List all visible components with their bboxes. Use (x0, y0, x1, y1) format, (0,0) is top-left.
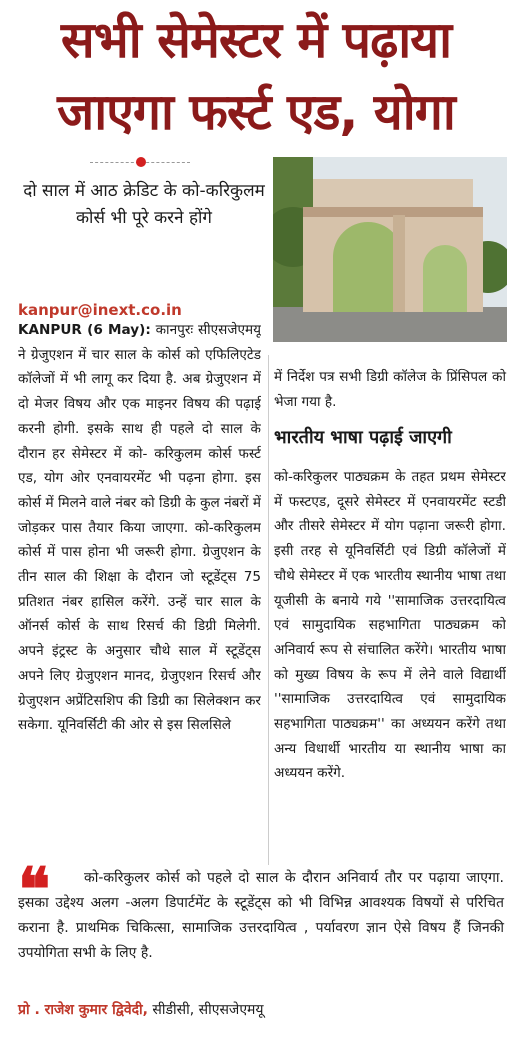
quote-attribution (18, 1000, 264, 1019)
headline-line-2: जाएगा फर्स्ट एड, योगा (57, 83, 455, 141)
column-rule (268, 355, 269, 865)
column-1-body: कानपुरः सीएसजेएमयू ने ग्रेजुएशन में चार साल के कोर्स को एफिलिएटेड कॉलेजों में भी लागू कर दिया है. अब ग्रेजुएशन में दो मेजर विषय और एक माइनर विषय की पढ़ाई करनी होगी. इसके साथ ही पहले दो साल के दौरान हर सेमेस्टर में को- करिकुलम कोर्स फर्स्ट एड, योग ओर एनवायरमेंट भी पढ़ना होगा. इस कोर्स में मिलने वाले नंबर को डिग्री के कुल नंबरों में जोड़कर पास तैयार किया जाएगा. को-करिकुलम कोर्स में पास होना भी जरूरी होगा. ग्रेजुएशन के तीन साल की शिक्षा के दौरान जो स्टूडेंट्स 75 प्रतिशत नंबर हासिल करेंगे. उन्हें चार साल के ऑनर्स कोर्स के साथ रिसर्च की डिग्री मिलेगी. अपने इंट्रस्ट के अनुसार चौथे साल में स्टूडेंट्स अपने लिए ग्रेजुएशन मानद, ग्रेजुएशन रिसर्च और ग्रेजुएशन अप्रेंटिसशिप की डिग्री का सिलेक्शन कर सकेगा. यूनिवर्सिटी की ओर से इस सिलसिले (18, 322, 261, 734)
divider-dot (136, 157, 146, 167)
dateline: KANPUR (6 May): (18, 322, 151, 338)
reporter-email[interactable]: kanpur@inext.co.in (18, 301, 182, 319)
section-heading: भारतीय भाषा पढ़ाई जाएगी (274, 427, 452, 448)
headline-line-1: सभी सेमेस्टर में पढ़ाया (60, 11, 452, 69)
subheadline: दो साल में आठ क्रेडिट के को-करिकुलम कोर्स भी पूरे करने होंगे (23, 181, 265, 228)
quote-author: प्रो . राजेश कुमार द्विवेदी, (18, 1002, 148, 1018)
article-column-1 (18, 318, 261, 863)
quote-mark-icon: ❝ (18, 855, 51, 925)
article-column-2-top: में निर्देश पत्र सभी डिग्री कॉलेज के प्रिंसिपल को भेजा गया है. (274, 369, 506, 410)
pull-quote: को-करिकुलर कोर्स को पहले दो साल के दौरान अनिवार्य तौर पर पढ़ाया जाएगा. इसका उद्देश्य अलग -अलग डिपार्टमेंट के स्टूडेंट्स को भी विभिन्न आवश्यक विषयों से परिचित कराना है. प्राथमिक चिकित्सा, सामाजिक उत्तरदायित्व , पर्यावरण ज्ञान ऐसे विषय हैं जिनकी उपयोगिता सभी के लिए है. (18, 870, 504, 961)
article-column-2-body: को-करिकुलर पाठ्यक्रम के तहत प्रथम सेमेस्टर में फस्टएड, दूसरे सेमेस्टर में एनवायरमेंट स्टडी और तीसरे सेमेस्टर में योग पढ़ाना जरूरी होगा. इसी तरह से यूनिवर्सिटी एवं डिग्री कॉलेजों में चौथे सेमेस्टर में एक भारतीय स्थानीय भाषा तथा यूजीसी के बनाये गये ''सामाजिक उत्तरदायित्व एवं सामुदायिक सहभागिता पाठ्यक्रम को अनिवार्य रूप से संचालित करेंगे। भारतीय भाषा को मुख्य विषय के रूप में लेने वाले विद्यार्थी ''सामाजिक उत्तरदायित्व एवं सामुदायिक सहभागिता पाठ्यक्रम'' का अध्ययन करेंगे तथा अन्य विधार्थी भारतीय या स्थानीय भाषा का अध्ययन करेंगे. (274, 469, 506, 782)
university-gate-photo (273, 157, 507, 342)
quote-author-role: सीडीसी, सीएसजेएमयू (147, 1002, 264, 1018)
